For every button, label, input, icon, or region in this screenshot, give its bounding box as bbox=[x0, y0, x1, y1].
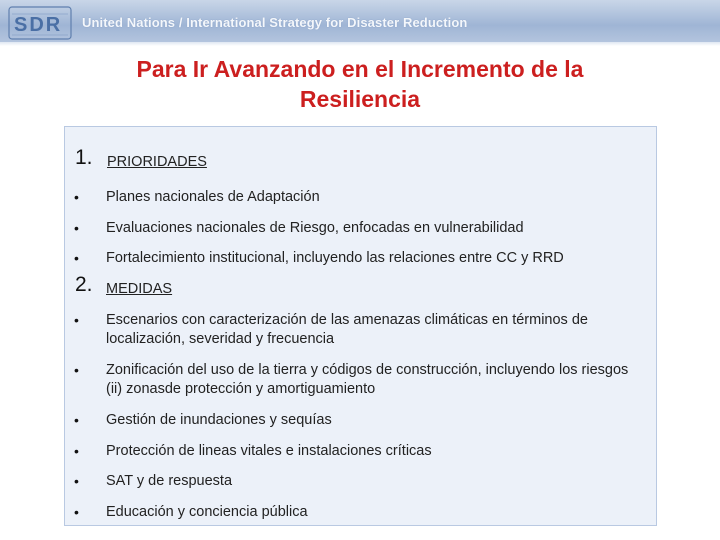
bullet-icon: • bbox=[74, 362, 79, 378]
list-item-text: Protección de lineas vitales e instalaciones críticas bbox=[106, 443, 432, 459]
content-panel bbox=[64, 126, 657, 526]
list-item-text: Evaluaciones nacionales de Riesgo, enfocadas en vulnerabilidad bbox=[106, 220, 524, 236]
bullet-icon: • bbox=[74, 473, 79, 489]
slide-title-line-2: Resiliencia bbox=[299, 86, 421, 112]
slide-title bbox=[40, 54, 680, 114]
header-bar bbox=[0, 0, 720, 46]
bullet-icon: • bbox=[74, 312, 79, 328]
bullet-icon: • bbox=[74, 250, 79, 266]
bullet-icon: • bbox=[74, 412, 79, 428]
isdr-logo bbox=[8, 4, 72, 42]
svg-text:SDR: SDR bbox=[14, 14, 63, 36]
bullet-icon: • bbox=[74, 504, 79, 520]
section-number-1: 1. bbox=[75, 146, 93, 169]
bullet-icon: • bbox=[74, 189, 79, 205]
list-item-text: Educación y conciencia pública bbox=[106, 504, 308, 520]
bullet-icon: • bbox=[74, 443, 79, 459]
slide-title-line-1: Para Ir Avanzando en el Incremento de la bbox=[136, 56, 584, 82]
section-number-2: 2. bbox=[75, 273, 93, 296]
org-name: United Nations / International Strategy for Disaster Reduction bbox=[82, 15, 468, 30]
section-heading-label-2: MEDIDAS bbox=[106, 281, 173, 297]
list-item-text: Zonificación del uso de la tierra y códigos de construcción, incluyendo los riesgos (ii) zonasde protección y amortiguamiento bbox=[106, 362, 629, 397]
list-item-text: Escenarios con caracterización de las amenazas climáticas en términos de localización, severidad y frecuencia bbox=[106, 312, 588, 347]
section-heading-label-1: PRIORIDADES bbox=[107, 154, 207, 170]
list-item-text: SAT y de respuesta bbox=[106, 473, 233, 489]
list-item-text: Gestión de inundaciones y sequías bbox=[106, 412, 332, 428]
list-item-text: Fortalecimiento institucional, incluyendo las relaciones entre CC y RRD bbox=[106, 250, 564, 266]
list-item-text: Planes nacionales de Adaptación bbox=[106, 189, 320, 205]
bullet-icon: • bbox=[74, 220, 79, 236]
